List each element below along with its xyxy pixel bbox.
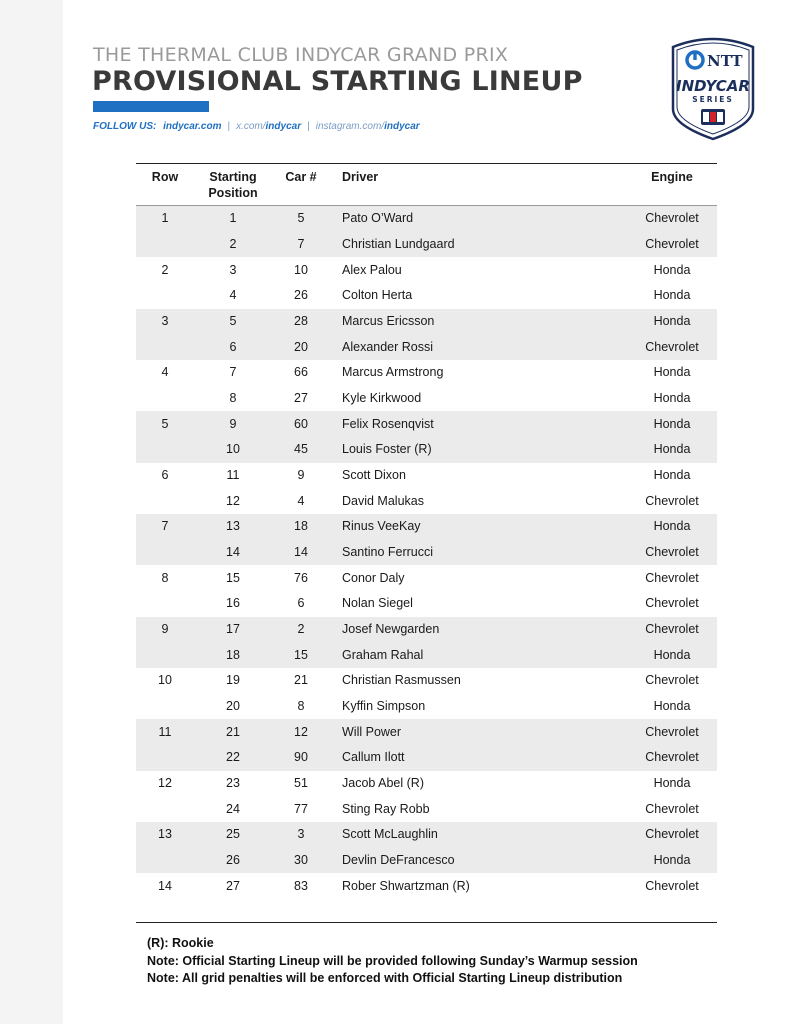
header-engine: Engine: [627, 165, 717, 206]
engine-cell: Honda: [627, 514, 717, 540]
engine-cell: Chevrolet: [627, 745, 717, 771]
car-number-cell: 6: [297, 596, 305, 611]
starting-position-cell: 19: [226, 673, 240, 688]
car-number-cell: 10: [294, 262, 308, 277]
engine-cell: Honda: [627, 848, 717, 874]
driver-cell: Will Power: [330, 719, 627, 745]
car-number-cell: 7: [272, 232, 330, 258]
table-row: [136, 514, 717, 540]
table-header-row: [136, 165, 717, 206]
starting-lineup-table: [136, 165, 717, 899]
engine-cell: Chevrolet: [627, 822, 717, 848]
table-row: [136, 617, 717, 643]
ntt-indycar-series-logo: [667, 33, 759, 141]
row-number-cell: [136, 591, 194, 617]
starting-position-cell: 11: [226, 468, 240, 483]
car-number-cell: 26: [294, 288, 308, 303]
driver-cell: Kyle Kirkwood: [342, 391, 422, 406]
table-row: [136, 591, 717, 617]
rookie-legend: (R): Rookie: [147, 936, 214, 950]
engine-cell: Honda: [653, 391, 691, 406]
row-number-cell: 2: [161, 262, 169, 277]
driver-cell: Marcus Armstrong: [342, 365, 444, 380]
table-row: [136, 848, 717, 874]
table-row: [136, 386, 717, 412]
table-row: [136, 232, 717, 258]
row-number-cell: 10: [158, 673, 172, 688]
driver-cell: David Malukas: [342, 493, 424, 508]
table-bottom-rule: [136, 922, 717, 923]
engine-cell: Honda: [653, 288, 691, 303]
car-number-cell: 3: [272, 822, 330, 848]
car-number-cell: 60: [272, 411, 330, 437]
table-row: [136, 309, 717, 335]
driver-cell: Graham Rahal: [330, 642, 627, 668]
header-starting-position: Starting Position: [194, 165, 272, 206]
engine-cell: Chevrolet: [645, 493, 699, 508]
engine-cell: Chevrolet: [645, 570, 699, 585]
engine-cell: Honda: [627, 642, 717, 668]
starting-position-cell: 6: [194, 334, 272, 360]
engine-cell: Honda: [627, 437, 717, 463]
engine-cell: Chevrolet: [627, 206, 717, 232]
car-number-cell: 8: [297, 699, 305, 714]
driver-cell: Santino Ferrucci: [330, 540, 627, 566]
table-row: [136, 873, 717, 899]
starting-position-cell: 2: [194, 232, 272, 258]
car-number-cell: 77: [294, 801, 308, 816]
row-number-cell: 8: [161, 570, 169, 585]
car-number-cell: 30: [272, 848, 330, 874]
engine-cell: Chevrolet: [627, 334, 717, 360]
engine-cell: Honda: [653, 776, 691, 791]
starting-position-cell: 3: [229, 262, 237, 277]
driver-cell: Sting Ray Robb: [342, 801, 430, 816]
table-row: [136, 822, 717, 848]
row-number-cell: [136, 745, 194, 771]
starting-position-cell: 14: [194, 540, 272, 566]
engine-cell: Honda: [627, 309, 717, 335]
table-row: [136, 771, 717, 797]
starting-position-cell: 25: [194, 822, 272, 848]
row-number-cell: [136, 232, 194, 258]
engine-cell: Honda: [653, 365, 691, 380]
engine-cell: Honda: [653, 699, 691, 714]
car-number-cell: 76: [294, 570, 308, 585]
table-row: [136, 283, 717, 309]
table-row: [136, 206, 717, 232]
driver-cell: Conor Daly: [342, 570, 405, 585]
car-number-cell: 90: [272, 745, 330, 771]
table-row: [136, 360, 717, 386]
car-number-cell: 21: [294, 673, 308, 688]
row-number-cell: 5: [136, 411, 194, 437]
car-number-cell: 15: [272, 642, 330, 668]
driver-cell: Scott McLaughlin: [330, 822, 627, 848]
row-number-cell: 3: [136, 309, 194, 335]
row-number-cell: [136, 796, 194, 822]
starting-position-cell: 26: [194, 848, 272, 874]
table-row: [136, 642, 717, 668]
x-link[interactable]: x.com/indycar: [236, 121, 302, 132]
driver-cell: Alex Palou: [342, 262, 402, 277]
table-row: [136, 796, 717, 822]
engine-cell: Chevrolet: [627, 540, 717, 566]
driver-cell: Colton Herta: [342, 288, 413, 303]
table-row: [136, 694, 717, 720]
car-number-cell: 5: [272, 206, 330, 232]
car-number-cell: 12: [272, 719, 330, 745]
car-number-cell: 45: [272, 437, 330, 463]
starting-position-cell: 20: [226, 699, 240, 714]
car-number-cell: 18: [272, 514, 330, 540]
engine-cell: Honda: [653, 468, 691, 483]
starting-position-cell: 23: [226, 776, 240, 791]
engine-cell: Chevrolet: [645, 801, 699, 816]
row-number-cell: [136, 848, 194, 874]
starting-position-cell: 1: [194, 206, 272, 232]
row-number-cell: [136, 437, 194, 463]
follow-us-label: FOLLOW US:: [93, 121, 157, 132]
car-number-cell: 4: [297, 493, 305, 508]
engine-cell: Chevrolet: [645, 878, 699, 893]
engine-cell: Chevrolet: [627, 617, 717, 643]
starting-position-cell: 10: [194, 437, 272, 463]
driver-cell: Rinus VeeKay: [330, 514, 627, 540]
starting-position-cell: 21: [194, 719, 272, 745]
engine-cell: Honda: [653, 262, 691, 277]
row-number-cell: 11: [136, 719, 194, 745]
indycar-logo-text: INDYCAR: [676, 77, 750, 95]
car-number-cell: 27: [294, 391, 308, 406]
table-row: [136, 488, 717, 514]
starting-position-cell: 27: [226, 878, 240, 893]
driver-cell: Jacob Abel (R): [342, 776, 424, 791]
table-row: [136, 411, 717, 437]
row-number-cell: 9: [136, 617, 194, 643]
row-number-cell: [136, 488, 194, 514]
starting-position-cell: 18: [194, 642, 272, 668]
note-grid-penalties: Note: All grid penalties will be enforced with Official Starting Lineup distribution: [147, 971, 623, 985]
row-number-cell: 6: [161, 468, 169, 483]
title-accent-bar: [93, 101, 209, 112]
driver-cell: Kyffin Simpson: [342, 699, 426, 714]
car-number-cell: 14: [272, 540, 330, 566]
header-row: Row: [136, 165, 194, 206]
starting-position-cell: 17: [194, 617, 272, 643]
table-top-rule: [136, 163, 717, 164]
driver-cell: Pato O’Ward: [330, 206, 627, 232]
car-number-cell: 51: [294, 776, 308, 791]
car-number-cell: 66: [294, 365, 308, 380]
instagram-link[interactable]: instagram.com/indycar: [315, 121, 420, 132]
driver-cell: Louis Foster (R): [330, 437, 627, 463]
engine-cell: Chevrolet: [645, 673, 699, 688]
notes-block: [147, 935, 638, 988]
table-row: [136, 719, 717, 745]
separator: |: [227, 121, 231, 132]
document-page: [63, 0, 791, 1024]
starting-position-cell: 16: [226, 596, 240, 611]
starting-position-cell: 13: [194, 514, 272, 540]
engine-cell: Chevrolet: [627, 719, 717, 745]
table-row: [136, 334, 717, 360]
starting-position-cell: 5: [194, 309, 272, 335]
event-title: THE THERMAL CLUB INDYCAR GRAND PRIX: [93, 44, 509, 66]
driver-cell: Devlin DeFrancesco: [330, 848, 627, 874]
car-number-cell: 28: [272, 309, 330, 335]
starting-position-cell: 12: [226, 493, 240, 508]
engine-cell: Chevrolet: [645, 596, 699, 611]
driver-cell: Callum Ilott: [330, 745, 627, 771]
table-row: [136, 745, 717, 771]
driver-cell: Rober Shwartzman (R): [342, 878, 470, 893]
ntt-logo-text: NTT: [707, 52, 743, 70]
starting-position-cell: 9: [194, 411, 272, 437]
driver-cell: Marcus Ericsson: [330, 309, 627, 335]
series-logo-text: SERIES: [692, 95, 734, 104]
header-car-number: Car #: [272, 165, 330, 206]
row-number-cell: [136, 334, 194, 360]
row-number-cell: 13: [136, 822, 194, 848]
driver-cell: Nolan Siegel: [342, 596, 413, 611]
note-official-lineup: Note: Official Starting Lineup will be provided following Sunday’s Warmup session: [147, 953, 638, 968]
row-number-cell: [136, 642, 194, 668]
row-number-cell: 4: [161, 365, 169, 380]
starting-position-cell: 22: [194, 745, 272, 771]
table-row: [136, 565, 717, 591]
table-row: [136, 257, 717, 283]
separator: |: [307, 121, 310, 132]
driver-cell: Christian Rasmussen: [342, 673, 461, 688]
row-number-cell: [136, 386, 194, 412]
engine-cell: Honda: [627, 411, 717, 437]
row-number-cell: 14: [158, 878, 172, 893]
car-number-cell: 83: [294, 878, 308, 893]
starting-position-cell: 4: [229, 288, 237, 303]
row-number-cell: [136, 540, 194, 566]
row-number-cell: [136, 283, 194, 309]
driver-cell: Felix Rosenqvist: [330, 411, 627, 437]
row-number-cell: 12: [158, 776, 172, 791]
driver-cell: Scott Dixon: [342, 468, 406, 483]
starting-position-cell: 24: [226, 801, 240, 816]
car-number-cell: 9: [297, 468, 305, 483]
driver-cell: Josef Newgarden: [330, 617, 627, 643]
table-row: [136, 463, 717, 489]
row-number-cell: [136, 694, 194, 720]
header-driver: Driver: [330, 165, 627, 206]
starting-position-cell: 8: [229, 391, 237, 406]
driver-cell: Christian Lundgaard: [330, 232, 627, 258]
starting-position-cell: 15: [226, 570, 240, 585]
indycar-site-link[interactable]: indycar.com: [163, 121, 222, 132]
starting-position-cell: 7: [229, 365, 237, 380]
car-number-cell: 2: [272, 617, 330, 643]
document-title: PROVISIONAL STARTING LINEUP: [92, 66, 583, 97]
table-row: [136, 437, 717, 463]
row-number-cell: 7: [136, 514, 194, 540]
engine-cell: Chevrolet: [627, 232, 717, 258]
table-row: [136, 540, 717, 566]
car-number-cell: 20: [272, 334, 330, 360]
driver-cell: Alexander Rossi: [330, 334, 627, 360]
table-row: [136, 668, 717, 694]
follow-us-line: [93, 121, 420, 132]
row-number-cell: 1: [136, 206, 194, 232]
